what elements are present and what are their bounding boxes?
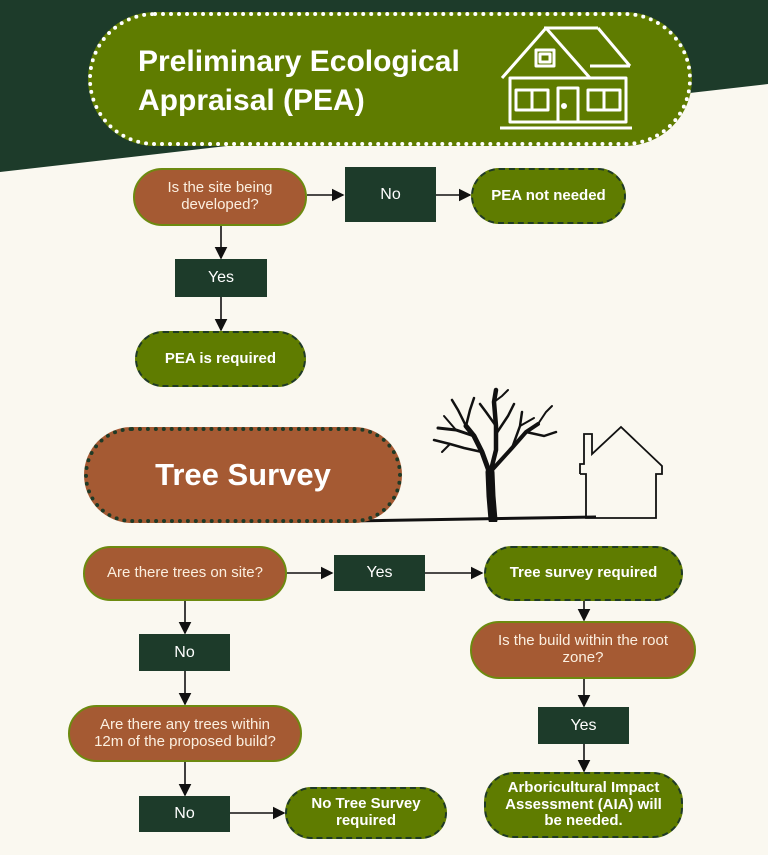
question-site-developed-line-2: developed? xyxy=(181,196,259,213)
decision-yes-trees xyxy=(334,555,425,591)
outcome-pea-not-needed xyxy=(471,168,626,224)
question-site-developed xyxy=(133,168,307,226)
question-trees-within-12m-line-1: Are there any trees within xyxy=(99,715,271,733)
tree-survey-title: Tree Survey xyxy=(155,457,331,492)
decision-no-12m-label: No xyxy=(174,805,195,823)
outcome-no-tree-survey xyxy=(285,787,447,839)
decision-no-12m xyxy=(139,796,230,832)
outcome-aia-line-2: Assessment (AIA) will xyxy=(505,795,662,813)
question-trees-within-12m-line-2: 12m of the proposed build? xyxy=(94,732,276,750)
outcome-aia-line-3: be needed. xyxy=(544,812,623,830)
outcome-no-tree-survey-line-2: required xyxy=(335,812,396,829)
decision-yes-root-zone-label: Yes xyxy=(570,716,597,734)
decision-no-trees-label: No xyxy=(174,643,195,661)
decision-yes-pea-label: Yes xyxy=(207,269,235,287)
house-outline-icon xyxy=(578,424,664,520)
pea-title-line-1: Preliminary Ecological xyxy=(138,45,460,78)
house-icon xyxy=(498,24,634,132)
pea-title-line-2: Appraisal (PEA) xyxy=(138,84,365,117)
decision-no-pea xyxy=(345,167,436,222)
decision-yes-root-zone xyxy=(538,707,629,744)
outcome-tree-survey-required-label: Tree survey required xyxy=(509,564,658,582)
question-build-root-zone-line-2: zone? xyxy=(562,649,604,666)
question-trees-on-site xyxy=(83,546,287,601)
decision-no-pea-label: No xyxy=(380,185,401,203)
outcome-no-tree-survey-line-1: No Tree Survey xyxy=(311,795,421,813)
question-build-root-zone xyxy=(470,621,696,679)
pea-title xyxy=(138,42,460,120)
question-trees-on-site-label: Are there trees on site? xyxy=(107,564,263,582)
outcome-pea-required-label: PEA is required xyxy=(164,349,277,367)
outcome-aia-needed xyxy=(484,772,683,838)
outcome-tree-survey-required xyxy=(484,546,683,601)
tree-survey-title-banner xyxy=(84,427,402,523)
decision-yes-pea xyxy=(175,259,267,297)
decision-no-trees xyxy=(139,634,230,671)
question-trees-within-12m xyxy=(68,705,302,762)
outcome-pea-required xyxy=(135,331,306,387)
outcome-pea-not-needed-label: PEA not needed xyxy=(491,186,606,204)
outcome-aia-line-1: Arboricultural Impact xyxy=(507,778,660,796)
bare-tree-icon xyxy=(430,386,560,522)
question-site-developed-line-1: Is the site being xyxy=(167,179,273,197)
question-build-root-zone-line-1: Is the build within the root xyxy=(497,632,669,650)
decision-yes-trees-label: Yes xyxy=(366,564,393,582)
